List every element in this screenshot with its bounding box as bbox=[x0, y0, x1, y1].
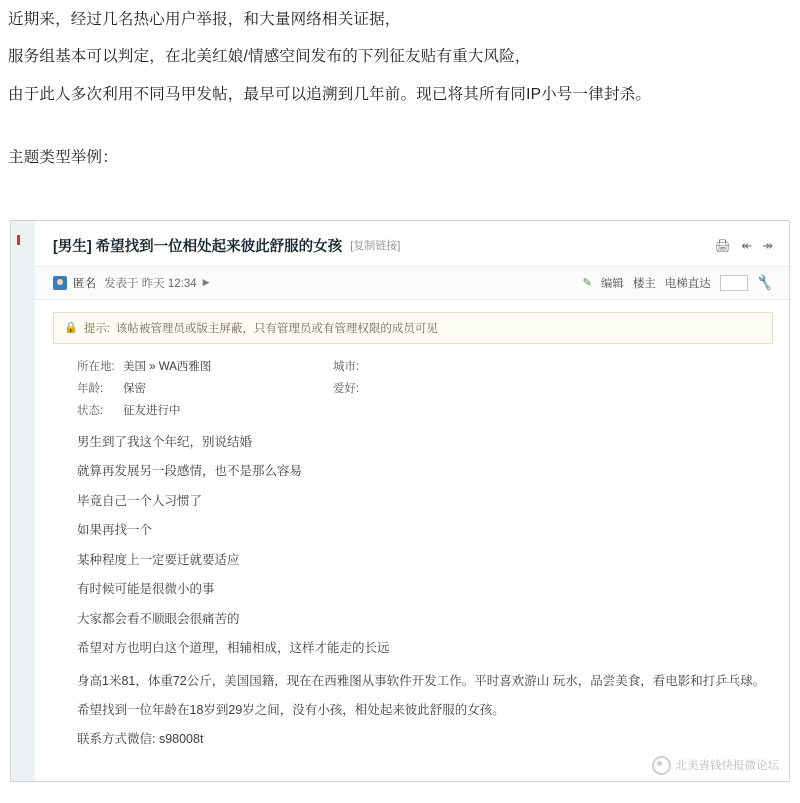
left-rail bbox=[11, 221, 36, 781]
post-body bbox=[77, 436, 773, 746]
post-line: 就算再发展另一段感情，也不是那么容易 bbox=[77, 464, 303, 478]
field-value-blank bbox=[379, 402, 773, 418]
example-label: 主题类型举例： bbox=[8, 149, 118, 167]
field-value-age: 保密 bbox=[123, 382, 146, 395]
field-key-blank bbox=[333, 402, 379, 418]
announcement-line-3: 由于此人多次利用不同马甲发帖，最早可以追溯到几年前。现已将其所有同IP小号一律封杀。 bbox=[8, 85, 652, 103]
notice-text: 该帖被管理员或版主屏蔽，只有管理员或有管理权限的成员可见 bbox=[115, 322, 438, 335]
field-key-age: 年龄: bbox=[77, 382, 104, 395]
floor-button[interactable]: 楼主 bbox=[632, 277, 656, 290]
announcement-block bbox=[0, 0, 800, 168]
field-key-hobby: 爱好: bbox=[333, 382, 360, 395]
post-line: 如果再找一个 bbox=[77, 523, 153, 537]
post-line: 身高1米81，体重72公斤，美国国籍，现在在西雅图从事软件开发工作。平时喜欢游山 玩水，品尝美食，看电影和打乒乓球。 bbox=[77, 673, 766, 688]
edit-button[interactable]: 编辑 bbox=[600, 277, 624, 290]
next-icon[interactable]: ↠ bbox=[762, 237, 773, 253]
chevron-right-icon[interactable]: ▶ bbox=[202, 277, 210, 287]
post-line: 大家都会看不顺眼会很痛苦的 bbox=[77, 611, 240, 626]
profile-fields bbox=[77, 358, 773, 418]
thread-panel bbox=[35, 221, 789, 781]
field-value-hobby bbox=[379, 380, 773, 396]
field-value-city bbox=[379, 358, 773, 374]
thread-header-icons bbox=[715, 239, 773, 252]
avatar[interactable] bbox=[53, 276, 67, 290]
post-line: 男生到了我这个年纪，别说结婚 bbox=[77, 434, 253, 449]
post-line: 某种程度上一定要迁就要适应 bbox=[77, 552, 240, 567]
post-time: 发表于 昨天 12:34 bbox=[104, 277, 197, 290]
watermark bbox=[652, 756, 780, 775]
print-icon[interactable]: 🖨 bbox=[714, 237, 732, 253]
thread-title: [男生] 希望找到一位相处起来彼此舒服的女孩 bbox=[53, 238, 343, 255]
logo-icon bbox=[652, 756, 671, 775]
post-line: 希望对方也明白这个道理，相辅相成，这样才能走的长远 bbox=[77, 641, 390, 655]
notice-label: 提示: bbox=[83, 322, 110, 335]
announcement-line-2: 服务组基本可以判定，在北美红娘/情感空间发布的下列征友贴有重大风险， bbox=[8, 48, 531, 66]
elevator-jump-label: 电梯直达 bbox=[664, 277, 711, 290]
prev-icon[interactable]: ↞ bbox=[741, 237, 753, 253]
wrench-icon[interactable]: 🔧 bbox=[755, 272, 775, 292]
post-line: 希望找到一位年龄在18岁到29岁之间，没有小孩，相处起来彼此舒服的女孩。 bbox=[77, 702, 505, 717]
post-line-contact: 联系方式微信: s98008t bbox=[77, 732, 204, 747]
author-row bbox=[35, 267, 789, 300]
field-value-location: 美国 » WA西雅图 bbox=[123, 360, 212, 373]
embedded-screenshot bbox=[10, 220, 790, 782]
post-line: 毕竟自己一个人习惯了 bbox=[77, 493, 203, 508]
thread-header bbox=[35, 221, 789, 267]
field-value-status: 征友进行中 bbox=[123, 404, 181, 417]
announcement-line-1: 近期来，经过几名热心用户举报，和大量网络相关证据， bbox=[8, 11, 401, 28]
field-key-location: 所在地: bbox=[77, 360, 115, 373]
watermark-text: 北美省钱快报微论坛 bbox=[675, 760, 779, 772]
elevator-jump-input[interactable] bbox=[720, 275, 748, 291]
copy-link-button[interactable]: [复制链接] bbox=[350, 240, 401, 252]
rail-marker bbox=[17, 235, 20, 245]
lock-icon: 🔒 bbox=[64, 322, 78, 334]
field-key-status: 状态: bbox=[77, 404, 104, 417]
post-line: 有时候可能是很微小的事 bbox=[77, 582, 215, 596]
author-actions bbox=[582, 272, 775, 292]
author-name[interactable]: 匿名 bbox=[73, 277, 96, 290]
pencil-icon[interactable]: ✎ bbox=[582, 277, 592, 289]
field-key-city: 城市: bbox=[333, 360, 360, 373]
moderation-notice bbox=[53, 312, 773, 344]
